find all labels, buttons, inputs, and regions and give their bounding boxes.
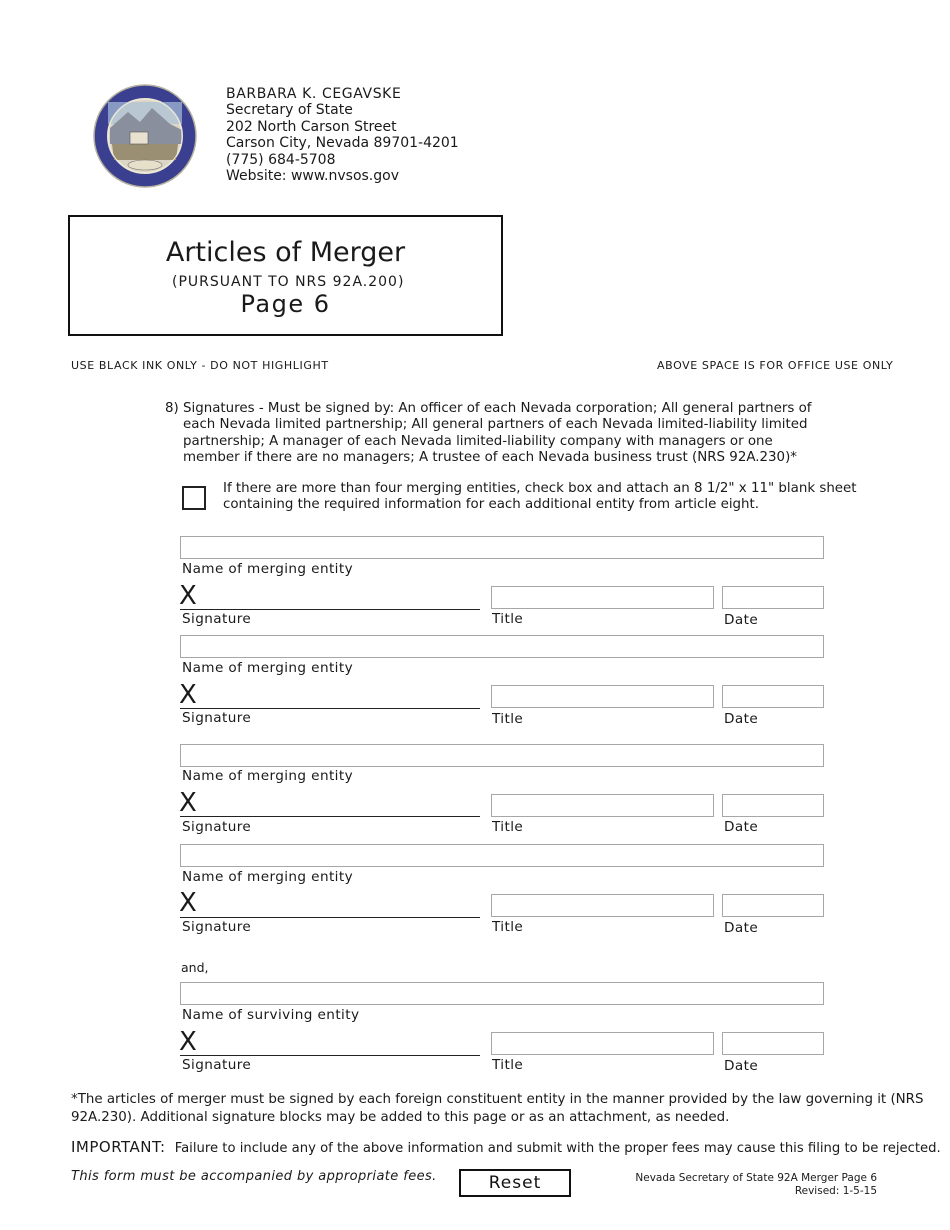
signature-label: Signature <box>182 611 252 627</box>
date-input[interactable] <box>722 1032 824 1055</box>
signature-label: Signature <box>182 919 252 935</box>
signature-x-mark: X <box>179 680 197 710</box>
signature-line[interactable] <box>180 917 480 918</box>
official-title: Secretary of State <box>226 102 353 119</box>
section-8-instructions <box>165 401 812 467</box>
entity-name-label: Name of merging entity <box>182 869 354 885</box>
additional-entities-checkbox[interactable] <box>182 486 206 510</box>
title-input[interactable] <box>491 685 714 708</box>
section-8-line: member if there are no managers; A trustee of each Nevada business trust (NRS 92A.230)* <box>183 450 798 466</box>
office-address-block <box>226 86 459 184</box>
title-label: Title <box>492 1057 524 1073</box>
website: Website: www.nvsos.gov <box>226 168 399 185</box>
date-label: Date <box>724 920 759 936</box>
date-label: Date <box>724 819 759 835</box>
signature-label: Signature <box>182 819 252 835</box>
date-input[interactable] <box>722 794 824 817</box>
title-label: Title <box>492 919 524 935</box>
signature-label: Signature <box>182 1057 252 1073</box>
important-text: Failure to include any of the above information and submit with the proper fees may cause this filing to be rejected. <box>174 1141 941 1156</box>
date-input[interactable] <box>722 685 824 708</box>
signature-line[interactable] <box>180 816 480 817</box>
title-input[interactable] <box>491 794 714 817</box>
checkbox-instruction-line: containing the required information for each additional entity from article eight. <box>223 497 760 513</box>
fees-note: This form must be accompanied by appropriate fees. <box>71 1169 437 1184</box>
checkbox-instruction-line: If there are more than four merging entities, check box and attach an 8 1/2" x 11" blank sheet <box>223 481 857 496</box>
section-8-line: partnership; A manager of each Nevada limited-liability company with managers or one <box>183 433 773 449</box>
title-label: Title <box>492 819 524 835</box>
title-input[interactable] <box>491 1032 714 1055</box>
form-title: Articles of Merger <box>165 237 406 268</box>
date-label: Date <box>724 711 759 727</box>
merging-entity-name-input[interactable] <box>180 536 824 559</box>
page-label: Page 6 <box>240 290 331 318</box>
section-8-line: 8) Signatures - Must be signed by: An officer of each Nevada corporation; All general partners of <box>165 401 812 416</box>
entity-name-label: Name of merging entity <box>182 768 354 784</box>
black-ink-notice: USE BLACK INK ONLY - DO NOT HIGHLIGHT <box>71 359 329 372</box>
title-label: Title <box>492 611 524 627</box>
reset-button[interactable]: Reset <box>459 1169 571 1197</box>
section-8-line: each Nevada limited partnership; All general partners of each Nevada limited-liability limited <box>183 417 808 433</box>
signature-line[interactable] <box>180 609 480 610</box>
form-identifier <box>635 1172 877 1198</box>
date-label: Date <box>724 612 759 628</box>
phone-number: (775) 684-5708 <box>226 151 336 168</box>
important-notice <box>71 1137 941 1156</box>
title-input[interactable] <box>491 894 714 917</box>
merging-entity-name-input[interactable] <box>180 744 824 767</box>
signature-x-mark: X <box>179 788 197 818</box>
entity-name-label: Name of merging entity <box>182 561 354 577</box>
important-label: IMPORTANT: <box>71 1138 166 1156</box>
merging-entity-name-input[interactable] <box>180 844 824 867</box>
nevada-state-seal-icon <box>90 84 200 188</box>
form-subtitle: (PURSUANT TO NRS 92A.200) <box>172 274 405 290</box>
street-address: 202 North Carson Street <box>226 118 397 135</box>
and-label: and, <box>181 960 209 975</box>
title-label: Title <box>492 711 524 727</box>
surviving-entity-name-input[interactable] <box>180 982 824 1005</box>
signature-line[interactable] <box>180 708 480 709</box>
merging-entity-name-input[interactable] <box>180 635 824 658</box>
footnote-line: 92A.230). Additional signature blocks may be added to this page or as an attachment, as needed. <box>71 1109 730 1125</box>
office-use-notice: ABOVE SPACE IS FOR OFFICE USE ONLY <box>657 359 894 372</box>
city-state-zip: Carson City, Nevada 89701-4201 <box>226 135 459 152</box>
footnote-line: *The articles of merger must be signed by each foreign constituent entity in the manner provided by the law governing it (NRS <box>71 1092 924 1107</box>
title-input[interactable] <box>491 586 714 609</box>
date-input[interactable] <box>722 586 824 609</box>
official-name: BARBARA K. CEGAVSKE <box>226 86 402 102</box>
signature-x-mark: X <box>179 1027 197 1057</box>
entity-name-label: Name of merging entity <box>182 660 354 676</box>
date-label: Date <box>724 1058 759 1074</box>
signature-line[interactable] <box>180 1055 480 1056</box>
signature-x-mark: X <box>179 581 197 611</box>
form-title-box <box>68 215 503 336</box>
form-id: Nevada Secretary of State 92A Merger Page 6 <box>635 1172 877 1184</box>
signature-x-mark: X <box>179 888 197 918</box>
entity-name-label: Name of surviving entity <box>182 1007 360 1023</box>
checkbox-instructions <box>223 481 857 514</box>
signature-label: Signature <box>182 710 252 726</box>
revision-date: Revised: 1-5-15 <box>794 1185 877 1197</box>
footnote <box>71 1091 924 1126</box>
date-input[interactable] <box>722 894 824 917</box>
